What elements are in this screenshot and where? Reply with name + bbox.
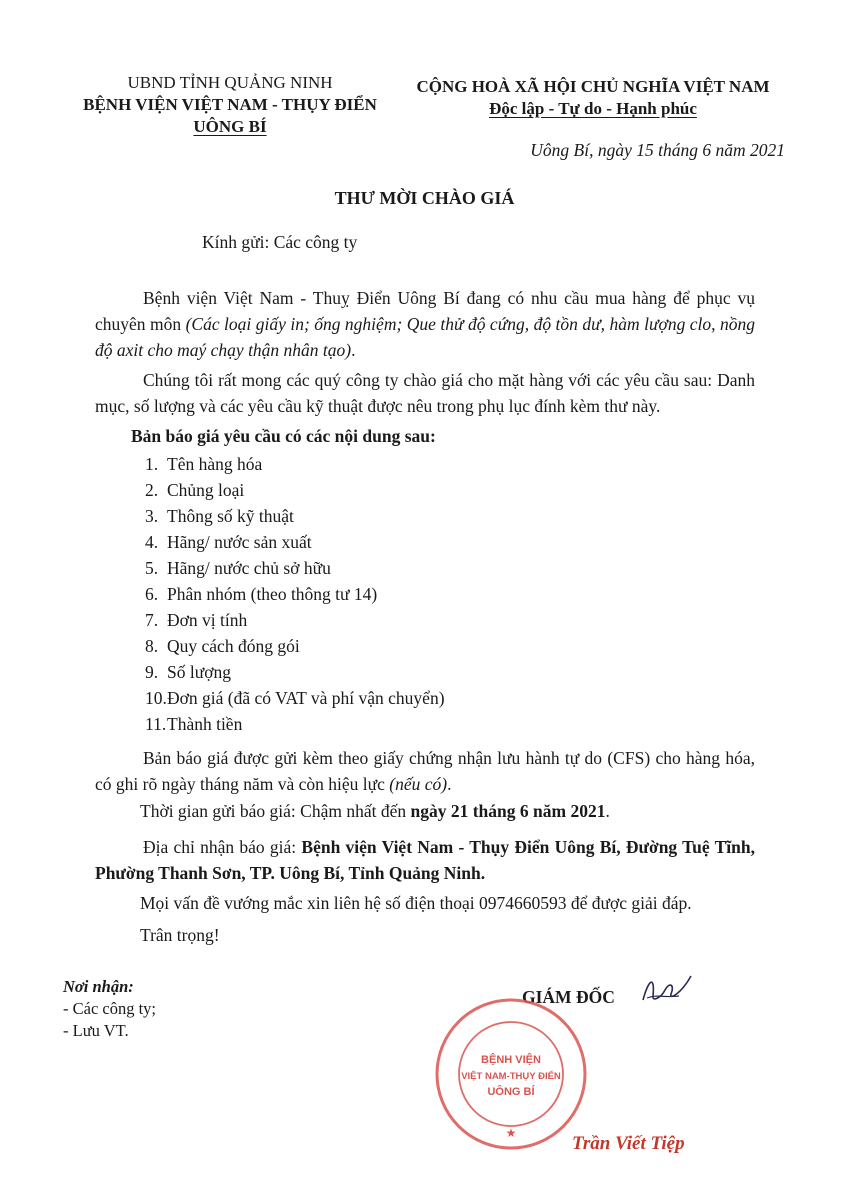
list-item (145, 531, 312, 553)
list-item (145, 713, 242, 735)
list-item (145, 505, 294, 527)
paragraph-address (95, 834, 755, 886)
list-item (145, 609, 247, 631)
list-item-number: 6. (145, 584, 159, 604)
list-item-number: 1. (145, 454, 159, 474)
issuer-hospital: BỆNH VIỆN VIỆT NAM - THỤY ĐIỂN (83, 95, 377, 114)
seal-text-line3: UÔNG BÍ (487, 1086, 535, 1098)
paragraph-contact: Mọi vấn đề vướng mắc xin liên hệ số điện thoại 0974660593 để được giải đáp. (140, 893, 692, 913)
list-item-number: 4. (145, 532, 159, 552)
deadline-text: Thời gian gửi báo giá: Chậm nhất đến (140, 801, 411, 821)
list-item-text: Phân nhóm (theo thông tư 14) (167, 584, 378, 604)
paragraph-deadline (140, 800, 610, 822)
recipients-block (63, 976, 156, 1042)
paragraph-need-items: (Các loại giấy in; ống nghiệm; Que thử độ cứng, độ tồn dư, hàm lượng clo, nồng độ axit cho maý chạy thận nhân tạo) (95, 314, 756, 360)
signer-role: GIÁM ĐỐC (522, 987, 615, 1007)
list-item-number: 8. (145, 636, 159, 656)
national-name: CỘNG HOÀ XÃ HỘI CHỦ NGHĨA VIỆT NAM (416, 77, 770, 96)
list-item-text: Đơn vị tính (167, 610, 248, 630)
handwritten-signature (635, 968, 695, 1008)
list-item (145, 583, 377, 605)
paragraph-need (95, 285, 755, 363)
paragraph-cfs-text: Bản báo giá được gửi kèm theo giấy chứng nhận lưu hành tự do (CFS) cho hàng hóa, có ghi rõ ngày tháng năm và còn hiệu lực (95, 748, 755, 794)
seal-text-line1: BỆNH VIỆN (481, 1054, 541, 1066)
deadline-date: ngày 21 tháng 6 năm 2021 (410, 801, 606, 821)
list-item-text: Thông số kỹ thuật (167, 506, 294, 526)
list-item-number: 11. (145, 714, 167, 734)
list-item-number: 10. (145, 688, 167, 708)
national-motto: Độc lập - Tự do - Hạnh phúc (489, 99, 697, 118)
list-item-text: Chủng loại (167, 480, 245, 500)
list-item (145, 479, 244, 501)
issuer-city-wrap (60, 116, 400, 138)
paragraph-need-text: Bệnh viện Việt Nam - Thuỵ Điển Uông Bí đang có nhu cầu mua hàng để phục vụ chuyên môn (95, 288, 755, 334)
national-motto-block (398, 76, 788, 120)
issuer-block (60, 72, 400, 138)
paragraph-request: Chúng tôi rất mong các quý công ty chào giá cho mặt hàng với các yêu cầu sau: Danh mục, số lượng và các yêu cầu kỹ thuật được nêu trong phụ lục đính kèm thư này. (95, 370, 755, 416)
deadline-end: . (605, 801, 610, 821)
list-item-text: Số lượng (167, 662, 231, 682)
list-item (145, 557, 331, 579)
seal-star-icon: ★ (505, 1126, 517, 1140)
list-item-text: Đơn giá (đã có VAT và phí vận chuyển) (167, 688, 445, 708)
list-item (145, 661, 231, 683)
list-item (145, 635, 300, 657)
closing: Trân trọng! (140, 925, 220, 945)
address-value: Bệnh viện Việt Nam - Thụy Điển Uông Bí, Đường Tuệ Tĩnh, Phường Thanh Sơn, TP. Uông Bí, Tỉnh Quảng Ninh. (95, 837, 755, 883)
seal-text-line2: VIỆT NAM-THỤY ĐIỂN (461, 1071, 561, 1082)
list-item-text: Quy cách đóng gói (167, 636, 300, 656)
paragraph-need-end: . (351, 340, 356, 360)
motto-wrap (398, 98, 788, 120)
list-heading: Bản báo giá yêu cầu có các nội dung sau: (131, 426, 436, 446)
list-item-text: Hãng/ nước sản xuất (167, 532, 312, 552)
official-seal (432, 995, 590, 1153)
issuer-city: UÔNG BÍ (193, 117, 267, 136)
paragraph-cfs-end: . (447, 774, 452, 794)
list-item (145, 687, 445, 709)
list-item-text: Hãng/ nước chủ sở hữu (167, 558, 331, 578)
date-line: Uông Bí, ngày 15 tháng 6 năm 2021 (530, 140, 785, 160)
paragraph-cfs (95, 745, 755, 797)
list-item-text: Tên hàng hóa (167, 454, 263, 474)
list-item-number: 5. (145, 558, 159, 578)
page-title: THƯ MỜI CHÀO GIÁ (334, 188, 515, 208)
list-item-number: 2. (145, 480, 159, 500)
recipient-item: - Lưu VT. (63, 1021, 129, 1040)
list-item (145, 453, 262, 475)
list-item-number: 7. (145, 610, 159, 630)
salutation: Kính gửi: Các công ty (202, 232, 358, 252)
signer-name: Trần Viết Tiệp (572, 1133, 685, 1154)
paragraph-cfs-note: (nếu có) (389, 774, 448, 794)
recipient-item: - Các công ty; (63, 999, 157, 1018)
list-item-text: Thành tiền (167, 714, 243, 734)
list-item-number: 3. (145, 506, 159, 526)
list-item-number: 9. (145, 662, 159, 682)
address-label: Địa chỉ nhận báo giá: (143, 837, 302, 857)
recipients-heading: Nơi nhận: (63, 977, 134, 996)
issuer-province: UBND TỈNH QUẢNG NINH (127, 73, 333, 92)
